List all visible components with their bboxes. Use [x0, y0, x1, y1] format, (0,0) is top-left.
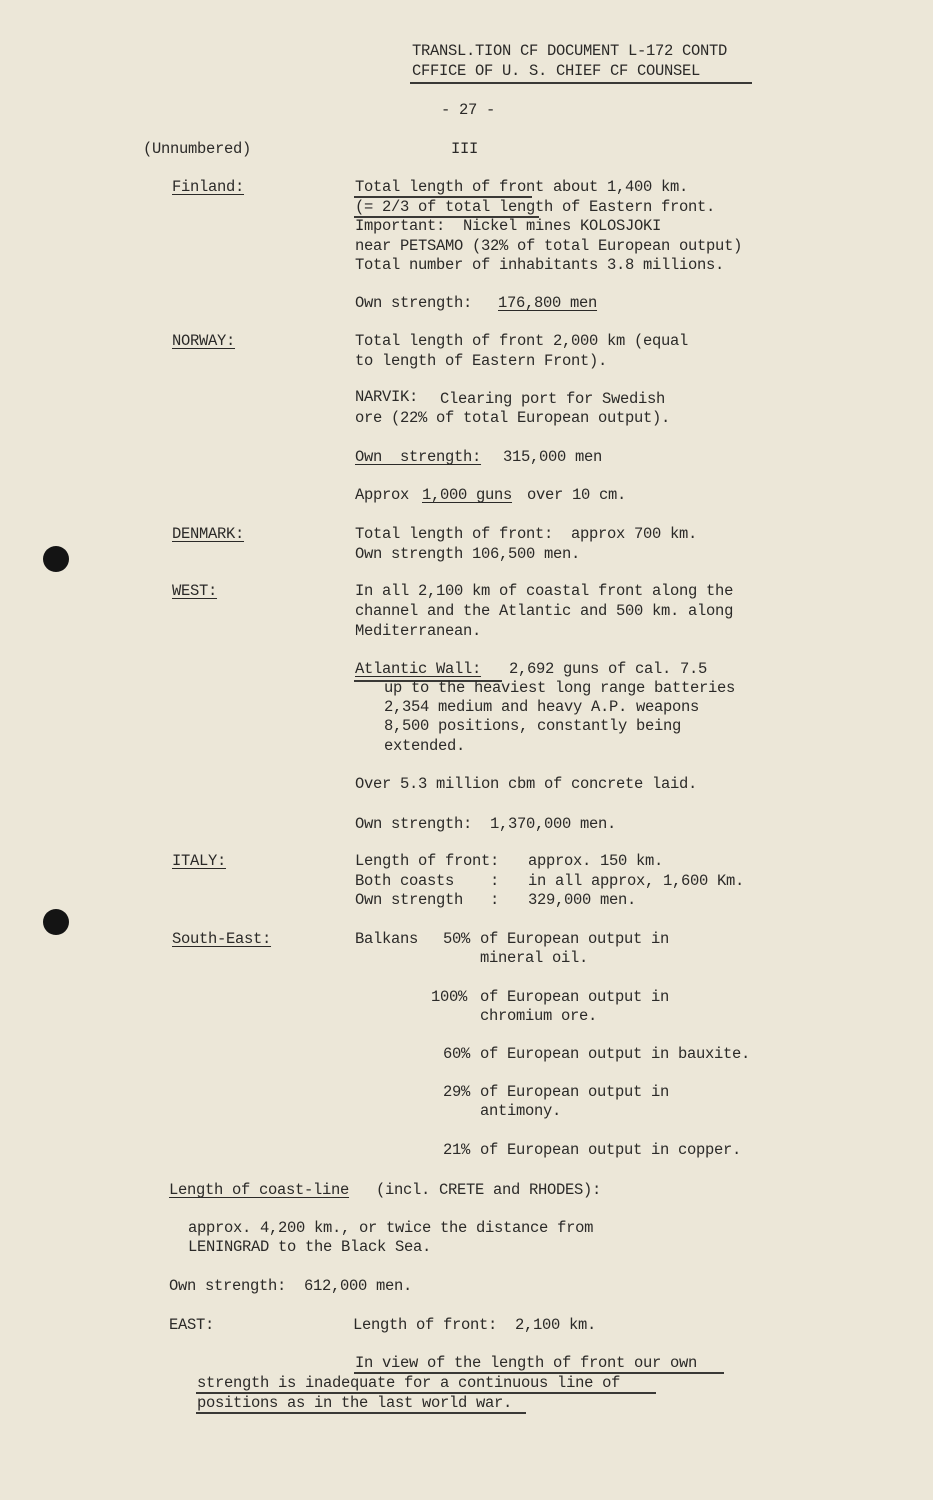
- balkans-label: Balkans: [355, 930, 419, 948]
- west-line: Mediterranean.: [355, 622, 482, 640]
- output-line: chromium ore.: [480, 1007, 598, 1025]
- italy-row-value: approx. 150 km.: [528, 852, 664, 870]
- italy-row-key: Both coasts :: [355, 872, 500, 890]
- east-conclusion-line: strength is inadequate for a continuous line of: [197, 1374, 621, 1392]
- south-east-label: South-East:: [172, 930, 272, 948]
- east-label: EAST:: [169, 1316, 215, 1334]
- italy-row-value: in all approx, 1,600 Km.: [528, 872, 745, 890]
- atlantic-wall-line: extended.: [384, 737, 466, 755]
- east-conclusion-line: In view of the length of front our own: [355, 1354, 698, 1372]
- finland-line: (= 2/3 of total length of Eastern front.: [355, 198, 716, 216]
- east-front: Length of front: 2,100 km.: [353, 1316, 597, 1334]
- denmark-label: DENMARK:: [172, 525, 245, 543]
- atlantic-wall-line: 2,354 medium and heavy A.P. weapons: [384, 698, 700, 716]
- finland-strength-label: Own strength:: [355, 294, 473, 312]
- west-line: In all 2,100 km of coastal front along the: [355, 582, 734, 600]
- output-percent: 29%: [443, 1083, 471, 1101]
- output-line: of European output in: [480, 930, 670, 948]
- atlantic-wall-first: 2,692 guns of cal. 7.5: [509, 660, 708, 678]
- italy-row-key: Own strength :: [355, 891, 500, 909]
- output-percent: 50%: [443, 930, 471, 948]
- output-line: antimony.: [480, 1102, 562, 1120]
- norway-guns-suffix: over 10 cm.: [527, 486, 627, 504]
- section-number: III: [451, 140, 479, 158]
- norway-front-line: to length of Eastern Front).: [355, 352, 608, 370]
- output-line: of European output in: [480, 1083, 670, 1101]
- norway-front-line: Total length of front 2,000 km (equal: [355, 332, 689, 350]
- narvik-line: ore (22% of total European output).: [355, 409, 671, 427]
- south-east-strength: Own strength: 612,000 men.: [169, 1277, 413, 1295]
- west-strength: Own strength: 1,370,000 men.: [355, 815, 617, 833]
- output-percent: 21%: [443, 1141, 471, 1159]
- unnumbered-label: (Unnumbered): [143, 140, 252, 158]
- punch-hole: [43, 546, 69, 572]
- header-line-2: CFFICE OF U. S. CHIEF CF COUNSEL: [412, 62, 701, 80]
- header-line-1: TRANSL.TION CF DOCUMENT L-172 CONTD: [412, 42, 728, 60]
- east-conclusion-line: positions as in the last world war.: [197, 1394, 513, 1412]
- punch-hole: [43, 909, 69, 935]
- norway-label: NORWAY:: [172, 332, 236, 350]
- output-percent: 60%: [443, 1045, 471, 1063]
- norway-guns-prefix: Approx: [355, 486, 410, 504]
- norway-guns-count: 1,000 guns: [422, 486, 513, 504]
- finland-line: near PETSAMO (32% of total European output): [355, 237, 743, 255]
- output-percent: 100%: [431, 988, 468, 1006]
- finland-strength-value: 176,800 men: [498, 294, 598, 312]
- finland-line: Total length of front about 1,400 km.: [355, 178, 689, 196]
- finland-line: Total number of inhabitants 3.8 millions.: [355, 256, 725, 274]
- denmark-line: Total length of front: approx 700 km.: [355, 525, 698, 543]
- finland-label: Finland:: [172, 178, 245, 196]
- italy-label: ITALY:: [172, 852, 227, 870]
- coast-line-heading: Length of coast-line: [169, 1181, 350, 1199]
- finland-underline: [354, 196, 532, 198]
- norway-strength-label: Own strength:: [355, 448, 482, 466]
- west-line: channel and the Atlantic and 500 km. along: [355, 602, 734, 620]
- atlantic-wall-line: up to the heaviest long range batteries: [384, 679, 736, 697]
- page-number: - 27 -: [441, 101, 496, 119]
- west-label: WEST:: [172, 582, 218, 600]
- header-underline: [410, 82, 752, 84]
- output-line: mineral oil.: [480, 949, 589, 967]
- output-line: of European output in bauxite.: [480, 1045, 751, 1063]
- denmark-line: Own strength 106,500 men.: [355, 545, 581, 563]
- conclusion-underline: [196, 1412, 526, 1414]
- italy-row-value: 329,000 men.: [528, 891, 637, 909]
- norway-strength-value: 315,000 men: [503, 448, 603, 466]
- atlantic-wall-line: 8,500 positions, constantly being: [384, 717, 682, 735]
- west-concrete: Over 5.3 million cbm of concrete laid.: [355, 775, 698, 793]
- output-line: of European output in: [480, 988, 670, 1006]
- atlantic-wall-label: Atlantic Wall:: [355, 660, 482, 678]
- coast-line-text: approx. 4,200 km., or twice the distance from: [188, 1219, 594, 1237]
- italy-row-key: Length of front:: [355, 852, 500, 870]
- narvik-line: Clearing port for Swedish: [440, 390, 666, 408]
- coast-line-text: LENINGRAD to the Black Sea.: [188, 1238, 432, 1256]
- coast-line-heading-rest: (incl. CRETE and RHODES):: [376, 1181, 602, 1199]
- output-line: of European output in copper.: [480, 1141, 742, 1159]
- finland-line: Important: Nickel mines KOLOSJOKI: [355, 217, 662, 235]
- narvik-label: NARVIK:: [355, 388, 419, 406]
